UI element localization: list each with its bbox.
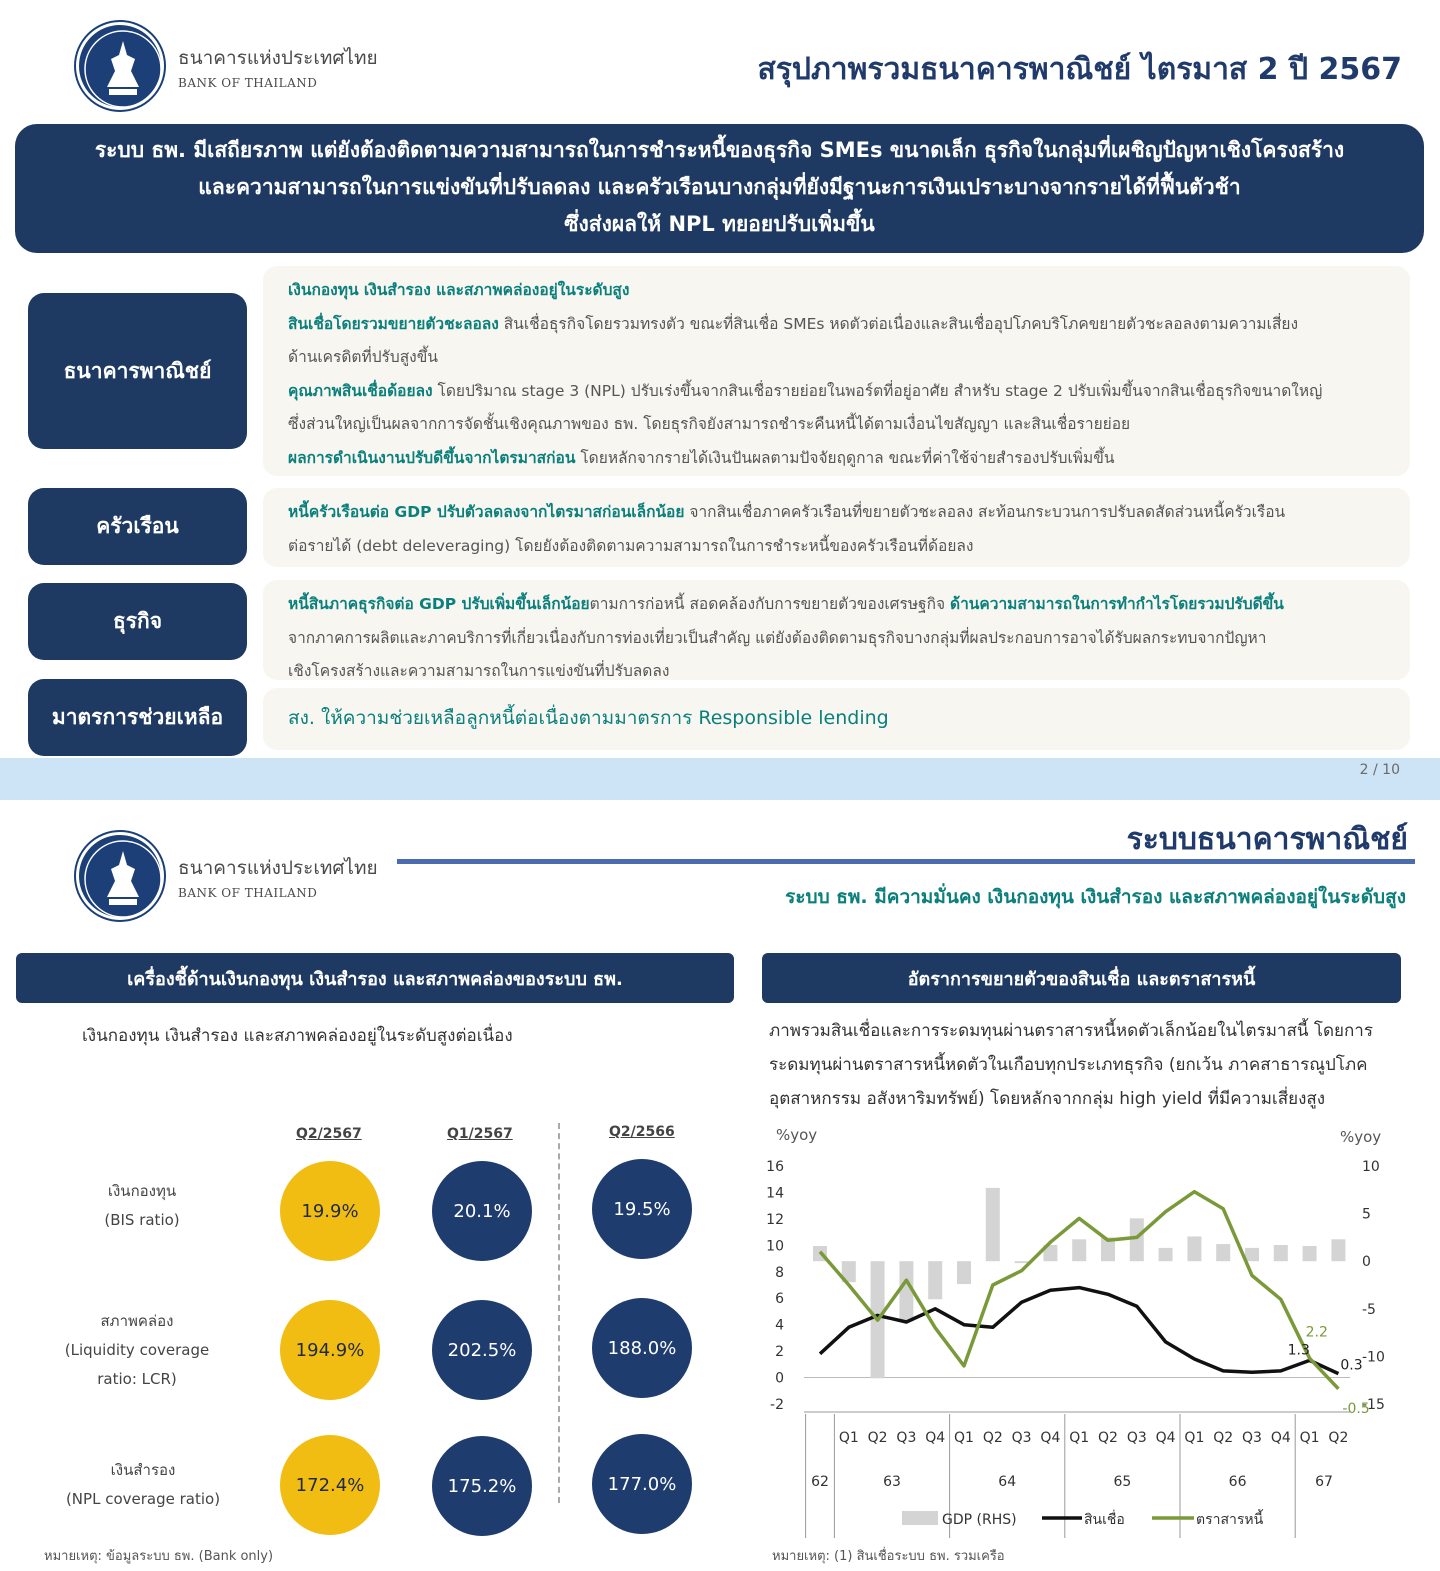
y-tick-left: 14 [766,1185,784,1202]
gdp-bar [986,1188,1000,1261]
row-label-liquidity [37,1307,237,1394]
bot-seal-icon [76,22,164,110]
x-tick-quarter: Q2 [867,1430,888,1446]
bank-text-credit: ด้านเครดิตที่ปรับสูงขึ้น [288,348,438,366]
credit-growth-chart [760,1118,1420,1538]
x-tick-quarter: Q2 [1213,1430,1234,1446]
column-header: Q1/2567 [447,1126,513,1142]
section-label-relief: มาตรการช่วยเหลือ [28,679,247,756]
x-tick-quarter: Q1 [1069,1430,1090,1446]
gdp-bar [1303,1246,1317,1261]
gdp-bar [1187,1236,1201,1261]
gdp-bar [1159,1248,1173,1261]
left-panel-header: เครื่องชี้ด้านเงินกองทุน เงินสำรอง และสภาพคล่องของระบบ ธพ. [16,953,734,1003]
x-tick-quarter: Q3 [1011,1430,1032,1446]
left-footnote: หมายเหตุ: ข้อมูลระบบ ธพ. (Bank only) [44,1549,274,1564]
x-tick-quarter: Q1 [1184,1430,1205,1446]
y-tick-right: -5 [1362,1301,1376,1318]
household-highlight: หนี้ครัวเรือนต่อ GDP ปรับตัวลดลงจากไตรมาสก่อนเล็กน้อย [288,503,685,521]
x-tick-year: 65 [1113,1474,1132,1490]
banner-line: และความสามารถในการแข่งขันที่ปรับลดลง และครัวเรือนบางกลุ่มที่ยังมีฐานะการเงินเปราะบางจากรายได้ที่ฟื้นตัวช้า [198,175,1241,199]
value-circle-current: 172.4% [280,1435,380,1535]
x-tick-quarter: Q2 [1328,1430,1349,1446]
value-circle-current: 194.9% [280,1300,380,1400]
slide-summary [0,0,1440,758]
x-tick-quarter: Q4 [925,1430,946,1446]
x-tick-year: 63 [883,1474,901,1490]
x-tick-quarter: Q3 [896,1430,917,1446]
data-label-bond: 2.2 [1305,1324,1328,1341]
gdp-bar [1130,1218,1144,1261]
bot-seal-icon [76,832,164,920]
logo-name-th: ธนาคารแห่งประเทศไทย [178,46,378,69]
column-divider [558,1123,560,1503]
y-tick-left: -2 [770,1397,784,1413]
banner-line: ซึ่งส่งผลให้ NPL ทยอยปรับเพิ่มขึ้น [564,212,875,236]
row-label-line: ratio: LCR) [97,1370,177,1388]
row-label-provision [43,1456,243,1514]
banner-line: ระบบ ธพ. มีเสถียรภาพ แต่ยังต้องติดตามความสามารถในการชำระหนี้ของธุรกิจ SMEs ขนาดเล็ก ธุรกิจในกลุ่มที่เผชิญปัญหาเชิงโครงสร้าง [94,138,1345,162]
logo-name-en: BANK OF THAILAND [178,885,318,900]
right-footnote: หมายเหตุ: (1) สินเชื่อระบบ ธพ. รวมเครือ [772,1549,1005,1564]
x-tick-quarter: Q4 [1040,1430,1061,1446]
bot-logo [76,832,378,920]
x-tick-quarter: Q4 [1155,1430,1176,1446]
legend-label: GDP (RHS) [942,1512,1017,1528]
legend-label: สินเชื่อ [1084,1512,1125,1528]
bond-growth-line [820,1192,1338,1389]
row-label-line: (NPL coverage ratio) [65,1490,221,1508]
title-rule [397,859,1415,864]
section-label-household: ครัวเรือน [28,488,247,565]
business-highlight-debt: หนี้สินภาคธุรกิจต่อ GDP ปรับเพิ่มขึ้นเล็กน้อย [288,595,590,613]
x-tick-year: 66 [1228,1474,1247,1490]
column-header: Q2/2567 [296,1126,362,1142]
page-indicator: 2 / 10 [1359,762,1400,778]
y-tick-right: -15 [1362,1397,1385,1413]
y-tick-right: -10 [1362,1349,1385,1366]
y-tick-left: 10 [766,1238,784,1255]
business-text-1: ตามการก่อหนี้ สอดคล้องกับการขยายตัวของเศรษฐกิจ [589,595,951,613]
y-tick-right: 10 [1362,1159,1380,1175]
value-circle: 177.0% [592,1434,692,1534]
bot-logo [76,22,378,110]
gdp-bar [1015,1261,1029,1263]
bank-highlight-quality: คุณภาพสินเชื่อด้อยลง [288,381,433,400]
y-tick-left: 16 [766,1159,784,1175]
data-label-loan: 1.3 [1287,1342,1310,1359]
section-content-relief [263,688,1410,750]
value-circle: 175.2% [432,1436,532,1536]
household-text-2: ต่อรายได้ (debt deleveraging) โดยยังต้องติดตามความสามารถในการชำระหนี้ของครัวเรือนที่ด้อยลง [288,536,974,555]
paragraph-line: ภาพรวมสินเชื่อและการระดมทุนผ่านตราสารหนี้หดตัวเล็กน้อยในไตรมาสนี้ โดยการ [769,1021,1373,1041]
gdp-bar [928,1261,942,1299]
slide-subtitle: ระบบ ธพ. มีความมั่นคง เงินกองทุน เงินสำรอง และสภาพคล่องอยู่ในระดับสูง [785,886,1406,908]
relief-text: สง. ให้ความช่วยเหลือลูกหนี้ต่อเนื่องตามมาตรการ Responsible lending [288,707,889,729]
slide-title: สรุปภาพรวมธนาคารพาณิชย์ ไตรมาส 2 ปี 2567 [757,52,1402,87]
chart-canvas [760,1118,1420,1538]
loan-growth-line [820,1288,1338,1374]
value-circle: 188.0% [592,1298,692,1398]
key-message-banner [15,124,1424,253]
y-tick-left: 6 [775,1291,784,1308]
column-header: Q2/2566 [609,1124,675,1140]
slide-title: ระบบธนาคารพาณิชย์ [1126,822,1408,857]
row-label-capital [42,1177,242,1235]
y-tick-right: 5 [1362,1206,1371,1223]
x-tick-year: 67 [1315,1474,1333,1490]
x-tick-quarter: Q2 [982,1430,1003,1446]
x-tick-quarter: Q3 [1126,1430,1147,1446]
paragraph-line: อุตสาหกรรม อสังหาริมทรัพย์) โดยหลักจากกลุ่ม high yield ที่มีความเสี่ยงสูง [769,1089,1326,1109]
data-label-loan: 0.3 [1340,1357,1363,1374]
value-circle: 20.1% [432,1161,532,1261]
x-tick-quarter: Q2 [1098,1430,1118,1446]
logo-name-th: ธนาคารแห่งประเทศไทย [178,856,378,879]
gdp-bar [1245,1248,1259,1261]
business-text-2: จากภาคการผลิตและภาคบริการที่เกี่ยวเนื่องกับการท่องเที่ยวเป็นสำคัญ แต่ยังต้องติดตามธุรกิจบางกลุ่มที่ผลประกอบการอาจได้รับผลกระทบจากปัญหา [288,628,1267,647]
row-label-line: เงินสำรอง [110,1461,176,1479]
bank-text-quality: โดยปริมาณ stage 3 (NPL) ปรับเร่งขึ้นจากสินเชื่อรายย่อยในพอร์ตที่อยู่อาศัย สำหรับ stage 2 ปรับเพิ่มขึ้นจากสินเชื่อธุรกิจขนาดใหญ่ [432,381,1323,400]
y-tick-left: 12 [766,1211,784,1228]
right-panel-paragraph [769,1014,1409,1116]
left-panel-note: เงินกองทุน เงินสำรอง และสภาพคล่องอยู่ในระดับสูงต่อเนื่อง [82,1026,513,1046]
y-axis-left-title: %yoy [776,1126,818,1144]
household-text-1: จากสินเชื่อภาคครัวเรือนที่ขยายตัวชะลอลง สะท้อนกระบวนการปรับลดสัดส่วนหนี้ครัวเรือน [684,503,1286,521]
value-circle: 202.5% [432,1300,532,1400]
gdp-bar [1274,1245,1288,1261]
section-content-business [263,580,1410,680]
right-panel-header: อัตราการขยายตัวของสินเชื่อ และตราสารหนี้ [762,953,1401,1003]
x-tick-quarter: Q1 [1299,1430,1320,1446]
y-tick-right: 0 [1362,1254,1371,1271]
bank-highlight-loans: สินเชื่อโดยรวมขยายตัวชะลอลง [288,314,499,333]
y-tick-left: 4 [775,1317,784,1334]
data-label-bond: -0.5 [1342,1400,1370,1417]
x-tick-quarter: Q3 [1242,1430,1262,1446]
gdp-bar [957,1261,971,1284]
business-highlight-profit: ด้านความสามารถในการทำกำไรโดยรวมปรับดีขึ้น [950,595,1284,613]
x-tick-year: 64 [998,1474,1017,1490]
business-text-3: เชิงโครงสร้างและความสามารถในการแข่งขันที่ปรับลดลง [288,662,670,680]
row-label-line: เงินกองทุน [107,1182,177,1200]
value-circle: 19.5% [592,1159,692,1259]
section-content-household [263,488,1410,567]
gdp-bar [1072,1239,1086,1261]
paragraph-line: ระดมทุนผ่านตราสารหนี้หดตัวในเกือบทุกประเภทธุรกิจ (ยกเว้น ภาคสาธารณูปโภค [769,1055,1368,1075]
bank-text-performance: โดยหลักจากรายได้เงินปันผลตามปัจจัยฤดูกาล ขณะที่ค่าใช้จ่ายสำรองปรับเพิ่มขึ้น [575,448,1115,467]
y-tick-left: 8 [775,1264,784,1281]
section-content-bank [263,266,1410,476]
row-label-line: สภาพคล่อง [100,1312,174,1330]
legend-label: ตราสารหนี้ [1196,1512,1264,1528]
section-label-business: ธุรกิจ [28,583,247,660]
y-tick-left: 0 [775,1370,784,1387]
bank-text-loans: สินเชื่อธุรกิจโดยรวมทรงตัว ขณะที่สินเชื่อ SMEs หดตัวต่อเนื่องและสินเชื่ออุปโภคบริโภคขยายตัวชะลอลงตามความเสี่ยง [498,314,1299,333]
x-tick-quarter: Q1 [954,1430,974,1446]
value-circle-current: 19.9% [280,1161,380,1261]
bank-highlight-capital: เงินกองทุน เงินสำรอง และสภาพคล่องอยู่ในระดับสูง [288,281,630,299]
gdp-bar [1216,1244,1230,1261]
y-axis-right-title: %yoy [1340,1128,1382,1146]
slide-separator [0,758,1440,800]
bank-highlight-performance: ผลการดำเนินงานปรับดีขึ้นจากไตรมาสก่อน [288,448,576,467]
x-tick-quarter: Q1 [838,1430,859,1446]
section-label-bank: ธนาคารพาณิชย์ [28,293,247,449]
bank-text-classification: ซึ่งส่วนใหญ่เป็นผลจากการจัดชั้นเชิงคุณภาพของ ธพ. โดยธุรกิจยังสามารถชำระคืนหนี้ได้ตามเงื่อนไขสัญญา และสินเชื่อรายย่อย [288,415,1131,433]
y-tick-left: 2 [775,1344,784,1361]
legend-swatch-gdp [902,1511,938,1525]
x-tick-year: 62 [811,1474,829,1490]
row-label-line: (Liquidity coverage [64,1341,210,1359]
row-label-line: (BIS ratio) [104,1211,180,1229]
logo-name-en: BANK OF THAILAND [178,75,318,90]
slide-banking-system [0,800,1440,1571]
gdp-bar [1331,1239,1345,1261]
x-tick-quarter: Q4 [1270,1430,1291,1446]
